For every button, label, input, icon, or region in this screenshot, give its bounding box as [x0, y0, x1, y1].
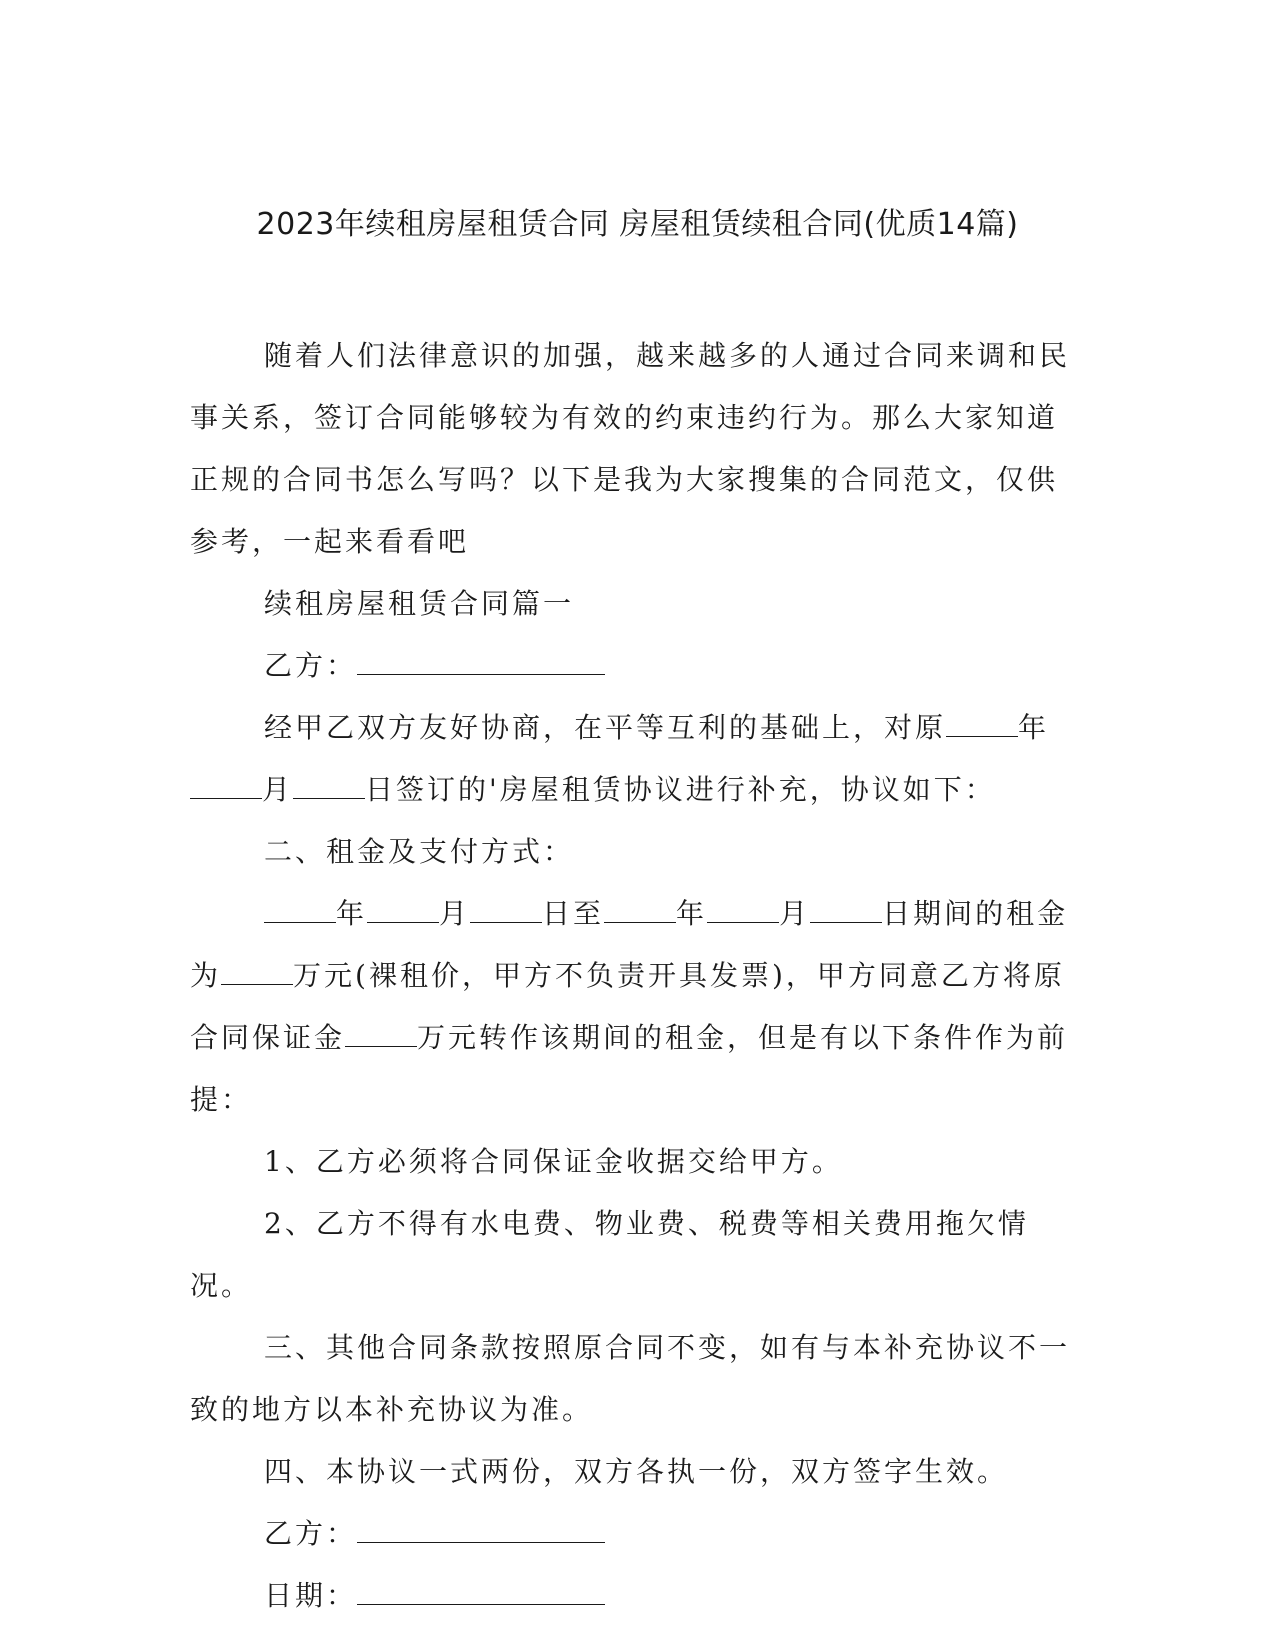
end-day-blank [810, 900, 882, 923]
original-day-blank [293, 776, 365, 799]
clause-3: 三、其他合同条款按照原合同不变，如有与本补充协议不一致的地方以本补充协议为准。 [190, 1331, 1071, 1426]
party-b-line [190, 635, 1082, 697]
rent-heading: 二、租金及支付方式： [264, 835, 575, 868]
clause-4: 四、本协议一式两份，双方各执一份，双方签字生效。 [264, 1455, 1009, 1488]
party-b-blank [357, 652, 605, 675]
end-month-blank [707, 900, 779, 923]
original-year-blank [946, 714, 1018, 737]
start-year-blank [264, 900, 336, 923]
deposit-amount-blank [345, 1024, 417, 1047]
end-year-blank [604, 900, 676, 923]
section-heading: 续租房屋租赁合同篇一 [264, 587, 575, 620]
date-blank [357, 1582, 605, 1605]
rent-amount-text: 万元(裸租价，甲方不负责开具发票)，甲方同意乙方将原合同保证金 [190, 959, 1065, 1054]
negotiation-text: 经甲乙双方友好协商，在平等互利的基础上，对原 [264, 711, 947, 744]
negotiation-text-tail: 日签订的'房屋租赁协议进行补充，协议如下： [365, 773, 996, 806]
condition-1: 1、乙方必须将合同保证金收据交给甲方。 [264, 1145, 843, 1178]
rent-is-text: 日期间的租金为 [190, 897, 1069, 992]
party-b-label: 乙方： [264, 649, 358, 682]
day-to-label: 日至 [542, 897, 605, 930]
rent-amount-blank [221, 962, 293, 985]
date-line [190, 1565, 1082, 1627]
start-year-label: 年 [336, 897, 368, 930]
end-year-label: 年 [676, 897, 708, 930]
start-month-label: 月 [439, 897, 471, 930]
end-month-label: 月 [779, 897, 811, 930]
original-month-blank [190, 776, 262, 799]
document-title: 2023年续租房屋租赁合同 房屋租赁续租合同(优质14篇) [256, 207, 1019, 242]
deposit-text: 万元转作该期间的租金，但是有以下条件作为前提： [190, 1021, 1069, 1116]
year-label: 年 [1018, 711, 1050, 744]
signature-party-b-line [190, 1503, 1082, 1565]
signature-party-b-label: 乙方： [264, 1517, 358, 1550]
start-month-blank [367, 900, 439, 923]
signature-party-b-blank [357, 1520, 605, 1543]
rent-paragraph [190, 883, 1082, 1131]
start-day-blank [470, 900, 542, 923]
intro-paragraph: 随着人们法律意识的加强，越来越多的人通过合同来调和民事关系，签订合同能够较为有效的约束违约行为。那么大家知道正规的合同书怎么写吗？以下是我为大家搜集的合同范文，仅供参考，一起来看看吧 [190, 339, 1071, 558]
condition-2: 2、乙方不得有水电费、物业费、税费等相关费用拖欠情况。 [190, 1207, 1029, 1302]
document-body [190, 325, 1082, 1627]
date-label: 日期： [264, 1579, 358, 1612]
month-label: 月 [262, 773, 294, 806]
negotiation-paragraph [190, 697, 1082, 821]
